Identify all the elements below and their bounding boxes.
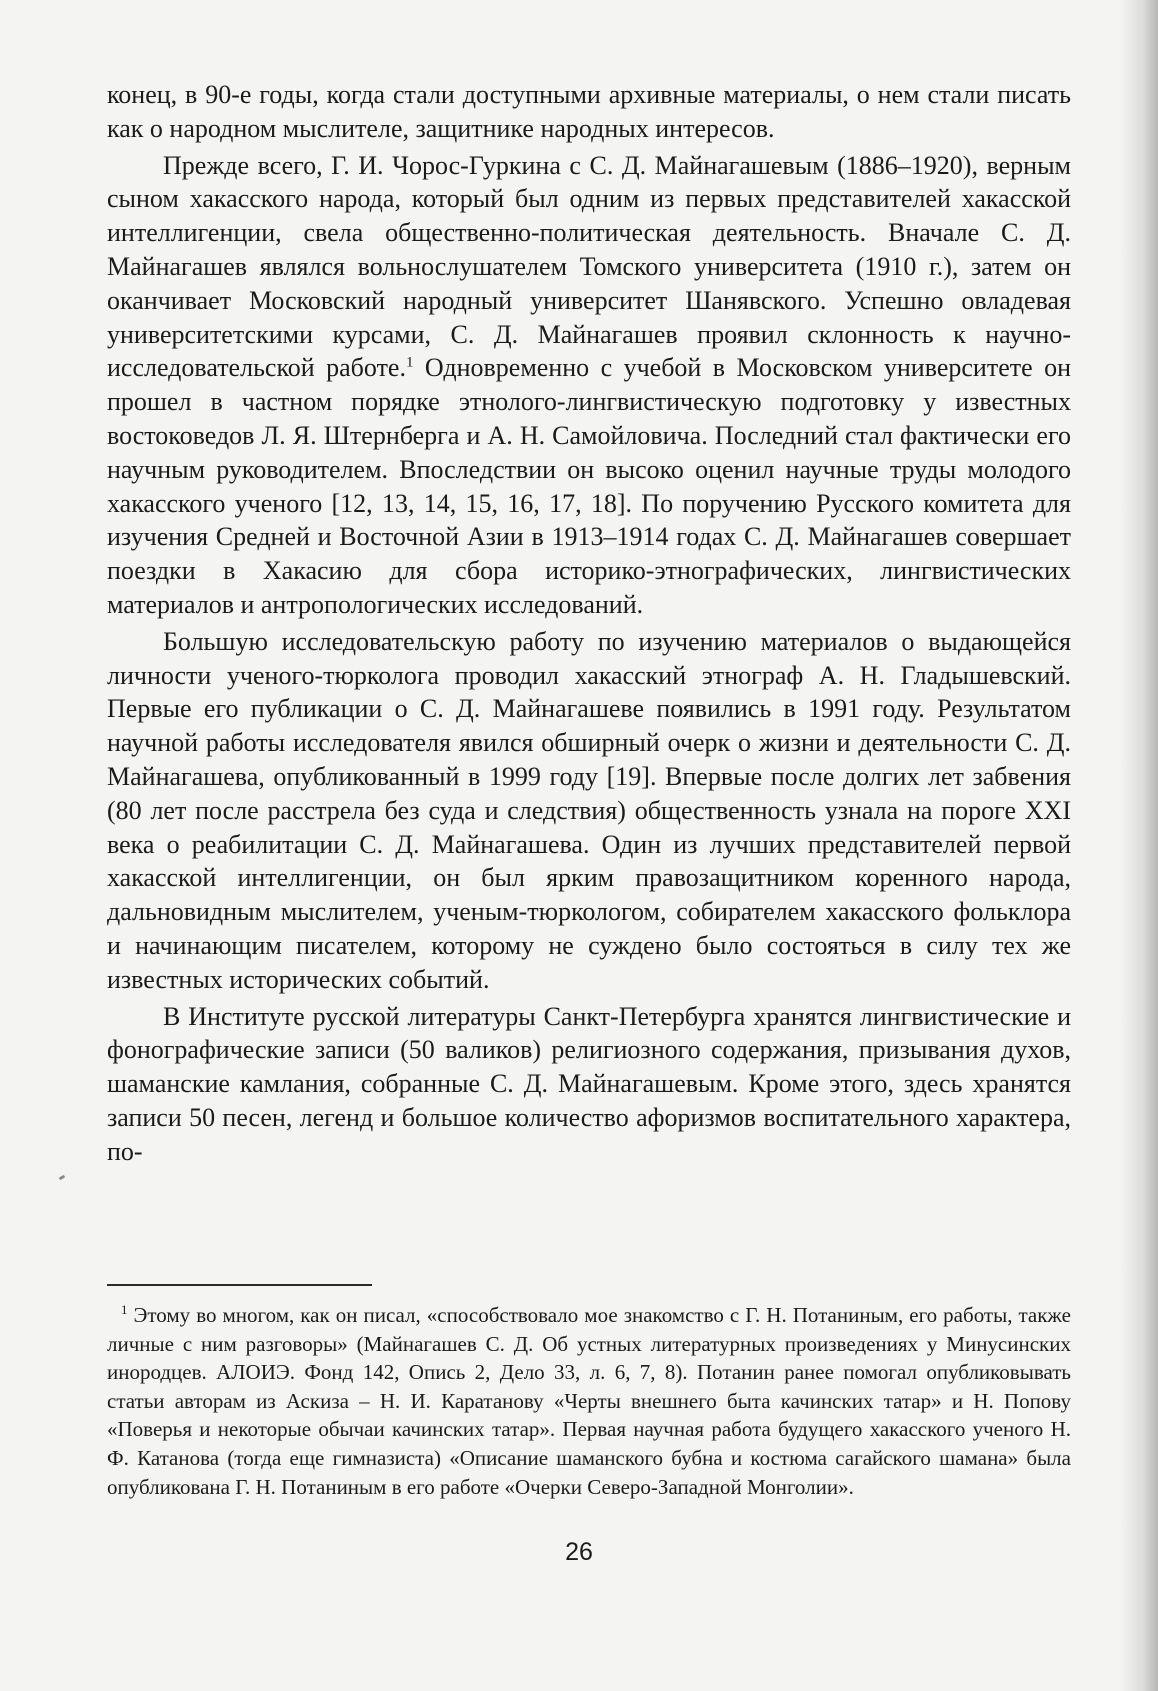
footnote (107, 1301, 1071, 1501)
main-text (107, 78, 1071, 1169)
paragraph-gladyshevsky (107, 625, 1071, 997)
footnote-reference[interactable]: 1 (405, 354, 414, 371)
scan-speck (59, 1175, 66, 1181)
paragraph-continuation (107, 78, 1071, 146)
paragraph-text: Большую исследовательскую работу по изучению материалов о выдающейся личности ученого-тюрколога проводил хакасский этнограф А. Н. Гладышевский. Первые его публикации о С. Д. Майнагашеве появились в 1991 году. Результатом научной работы исследователя явился обширный очерк о жизни и деятельности С. Д. Майнагашева, опубликованный в 1999 году [19]. Впервые после долгих лет забвения (80 лет после расстрела без суда и следствия) общественность узнала на пороге XXI века о реабилитации С. Д. Майнагашева. Один из лучших представителей первой хакасской интеллигенции, он был ярким правозащитником коренного народа, дальновидным мыслителем, ученым-тюркологом, собирателем хакасского фольклора и начинающим писателем, которому не суждено было состояться в силу тех же известных исторических событий. (107, 626, 1071, 994)
footnote-divider (107, 1284, 372, 1286)
paragraph-text: Прежде всего, Г. И. Чорос-Гуркина с С. Д. Майнагашевым (1886–1920), верным сыном хакасского народа, который был одним из первых представителей хакасской интеллигенции, свела общественно-политическая деятельность. Вначале С. Д. Майнагашев являлся вольнослушателем Томского университета (1910 г.), затем он оканчивает Московский народный университет Шанявского. Успешно овладевая университетскими курсами, С. Д. Майнагашев проявил склонность к научно-исследовательской работе. (107, 150, 1071, 383)
paragraph-text: В Институте русской литературы Санкт-Петербурга хранятся лингвистические и фонографические записи (50 валиков) религиозного содержания, призывания духов, шаманские камлания, собранные С. Д. Майнагашевым. Кроме этого, здесь хранятся записи 50 песен, легенд и большое количество афоризмов воспитательного характера, по- (107, 1001, 1071, 1166)
paragraph-institute (107, 1000, 1071, 1169)
paragraph-text: конец, в 90-е годы, когда стали доступными архивные материалы, о нем стали писать как о народном мыслителе, защитнике народных интересов. (107, 80, 1071, 143)
page-edge-shadow (1120, 0, 1158, 1691)
page-number: 26 (565, 1538, 593, 1566)
footnote-text: Этому во многом, как он писал, «способствовало мое знакомство с Г. Н. Потаниным, его работы, также личные с ним разговоры» (Майнагашев С. Д. Об устных литературных произведениях у Минусинских инородцев. АЛОИЭ. Фонд 142, Опись 2, Дело 33, л. 6, 7, 8). Потанин ранее помогал опубликовывать статьи авторам из Аскиза – Н. И. Каратанову «Черты внешнего быта качинских татар» и Н. Попову «Поверья и некоторые обычаи качинских татар». Первая научная работа будущего хакасского ученого Н. Ф. Катанова (тогда еще гимназиста) «Описание шаманского бубна и костюма сагайского шамана» была опубликована Г. Н. Потаниным в его работе «Очерки Северо-Западной Монголии». (107, 1303, 1071, 1499)
paragraph-text-continued: Одновременно с учебой в Московском университете он прошел в частном порядке этнолого-лингвистическую подготовку у известных востоковедов Л. Я. Штернберга и А. Н. Самойловича. Последний стал фактически его научным руководителем. Впоследствии он высоко оценил научные труды молодого хакасского ученого [12, 13, 14, 15, 16, 17, 18]. По поручению Русского комитета для изучения Средней и Восточной Азии в 1913–1914 годах С. Д. Майнагашев совершает поездки в Хакасию для сбора историко-этнографических, лингвистических материалов и антропологических исследований. (107, 353, 1071, 619)
footnote-marker: 1 (121, 1302, 128, 1317)
paragraph-mainagashev-intro (107, 149, 1071, 622)
